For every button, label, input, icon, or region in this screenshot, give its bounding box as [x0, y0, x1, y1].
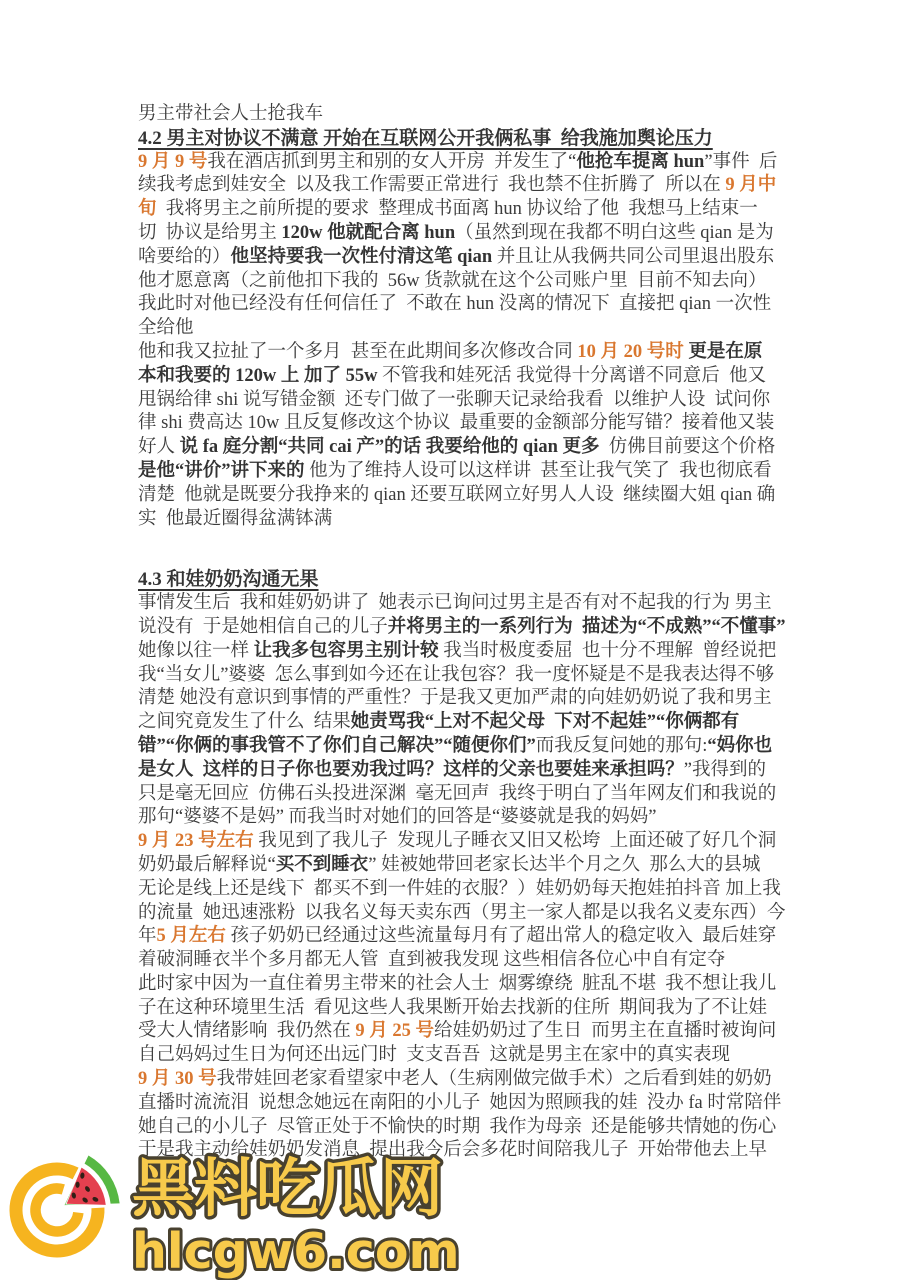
section-heading: 4.2 男主对协议不满意 开始在互联网公开我俩私事 给我施加舆论压力: [138, 127, 713, 149]
intro-line: 男主带社会人士抢我车: [138, 104, 324, 124]
text-line: 切 协议是给男主 120w 他就配合离 hun（虽然到现在我都不明白这些 qian 是为: [138, 222, 774, 243]
text-line: 甩锅给律 shi 说写错金额 还专门做了一张聊天记录给我看 以维护人设 试问你: [138, 389, 771, 410]
text-line: 奶奶最后解释说“买不到睡衣” 娃被她带回老家长达半个月之久 那么大的县城: [138, 854, 761, 875]
text-line: 年5 月左右 孩子奶奶已经通过这些流量每月有了超出常人的稳定收入 最后娃穿: [138, 926, 777, 947]
text-line: 啥要给的）他坚持要我一次性付清这笔 qian 并且让从我俩共同公司里退出股东: [138, 246, 775, 267]
text-line: 说没有 于是她相信自己的儿子并将男主的一系列行为 描述为“不成熟”“不懂事”: [138, 616, 786, 637]
document-text: [138, 103, 798, 1163]
text-line: 着破洞睡衣半个多月都无人管 直到被我发现 这些相信各位心中自有定夺: [138, 950, 726, 971]
text-line: 此时家中因为一直住着男主带来的社会人士 烟雾缭绕 脏乱不堪 我不想让我儿: [138, 973, 777, 994]
text-line: 9 月 23 号左右 我见到了我儿子 发现儿子睡衣又旧又松垮 上面还破了好几个洞: [138, 831, 777, 852]
text-line: 他才愿意离（之前他扣下我的 56w 货款就在这个公司账户里 目前不知去向）: [138, 270, 767, 291]
watermark-text-svg: [128, 1144, 518, 1280]
text-line: 直播时流流泪 说想念她远在南阳的小儿子 她因为照顾我的娃 没办 fa 时常陪伴: [138, 1092, 782, 1113]
section-heading: 4.3 和娃奶奶沟通无果: [138, 569, 319, 591]
text-line: 9 月 30 号我带娃回老家看望家中老人（生病刚做完做手术）之后看到娃的奶奶: [138, 1069, 772, 1090]
watermark: [4, 1144, 524, 1280]
text-line: 是他“讲价”讲下来的 他为了维持人设可以这样讲 甚至让我气笑了 我也彻底看: [138, 460, 772, 481]
text-line: 那句“婆婆不是妈” 而我当时对她们的回答是“婆婆就是我的妈妈”: [138, 807, 657, 828]
text-line: 她像以往一样 让我多包容男主别计较 我当时极度委屈 也十分不理解 曾经说把: [138, 640, 777, 661]
text-line: 她自己的小儿子 尽管正处于不愉快的时期 我作为母亲 还是能够共情她的伤心: [138, 1116, 777, 1137]
text-line: 无论是线上还是线下 都买不到一件娃的衣服？）娃奶奶每天抱娃拍抖音 加上我: [138, 878, 781, 899]
site-name: 黑料吃瓜网: [132, 1152, 442, 1225]
site-url: hlcgw6.com: [132, 1223, 460, 1280]
watermelon-c-logo-svg: [4, 1144, 126, 1274]
text-line: 旬 我将男主之前所提的要求 整理成书面离 hun 协议给了他 我想马上结束一: [138, 199, 758, 220]
text-line: 的流量 她迅速涨粉 以我名义每天卖东西（男主一家人都是以我名义麦东西）今: [138, 902, 786, 923]
text-line: 律 shi 费高达 10w 且反复修改这个协议 最重要的金额部分能写错？接着他又装: [138, 413, 775, 434]
text-line: 事情发生后 我和娃奶奶讲了 她表示已询问过男主是否有对不起我的行为 男主: [138, 593, 772, 614]
text-line: 是女人 这样的日子你也要劝我过吗？这样的父亲也要娃来承担吗？”我得到的: [138, 759, 766, 780]
text-line: 我“当女儿”婆婆 怎么事到如今还在让我包容？我一度怀疑是不是我表达得不够: [138, 664, 775, 685]
text-line: 全给他: [138, 318, 194, 339]
text-line: 清楚 她没有意识到事情的严重性？于是我又更加严肃的向娃奶奶说了我和男主: [138, 688, 772, 709]
text-line: 9 月 9 号我在酒店抓到男主和别的女人开房 并发生了“他抢车提离 hun”事件 后: [138, 151, 778, 172]
text-line: 本和我要的 120w 上 加了 55w 不管我和娃死活 我觉得十分离谱不同意后 他又: [138, 365, 766, 386]
text-line: 错”“你俩的事我管不了你们自己解决”“随便你们”而我反复问她的那句:“妈你也: [138, 735, 773, 756]
text-line: 只是毫无回应 仿佛石头投进深渊 毫无回声 我终于明白了当年网友们和我说的: [138, 783, 777, 804]
text-line: 好人 说 fa 庭分割“共同 cai 产”的话 我要给他的 qian 更多 仿佛目前要这个价格: [138, 437, 776, 458]
text-line: 续我考虑到娃安全 以及我工作需要正常进行 我也禁不住折腾了 所以在 9 月中: [138, 175, 777, 196]
section-gap: [138, 531, 798, 568]
text-line: 他和我又拉扯了一个多月 甚至在此期间多次修改合同 10 月 20 号时 更是在原: [138, 341, 763, 362]
text-line: 受大人情绪影响 我仍然在 9 月 25 号给娃奶奶过了生日 而男主在直播时被询问: [138, 1021, 777, 1042]
text-line: 之间究竟发生了什么 结果她责骂我“上对不起父母 下对不起娃”“你俩都有: [138, 712, 740, 733]
text-line: 自己妈妈过生日为何还出远门时 支支吾吾 这就是男主在家中的真实表现: [138, 1045, 731, 1066]
text-line: 于是我主动给娃奶奶发消息 提出我今后会多花时间陪我儿子 开始带他去上早: [138, 1140, 768, 1161]
watermelon-c-logo-icon: [4, 1144, 126, 1279]
text-line: 实 他最近圈得盆满钵满: [138, 508, 333, 529]
text-line: 子在这种环境里生活 看见这些人我果断开始去找新的住所 期间我为了不让娃: [138, 997, 768, 1018]
text-line: 我此时对他已经没有任何信任了 不敢在 hun 没离的情况下 直接把 qian 一次性: [138, 294, 772, 315]
text-line: 清楚 他就是既要分我挣来的 qian 还要互联网立好男人人设 继续圈大姐 qian 确: [138, 484, 776, 505]
watermark-text: [128, 1144, 518, 1285]
